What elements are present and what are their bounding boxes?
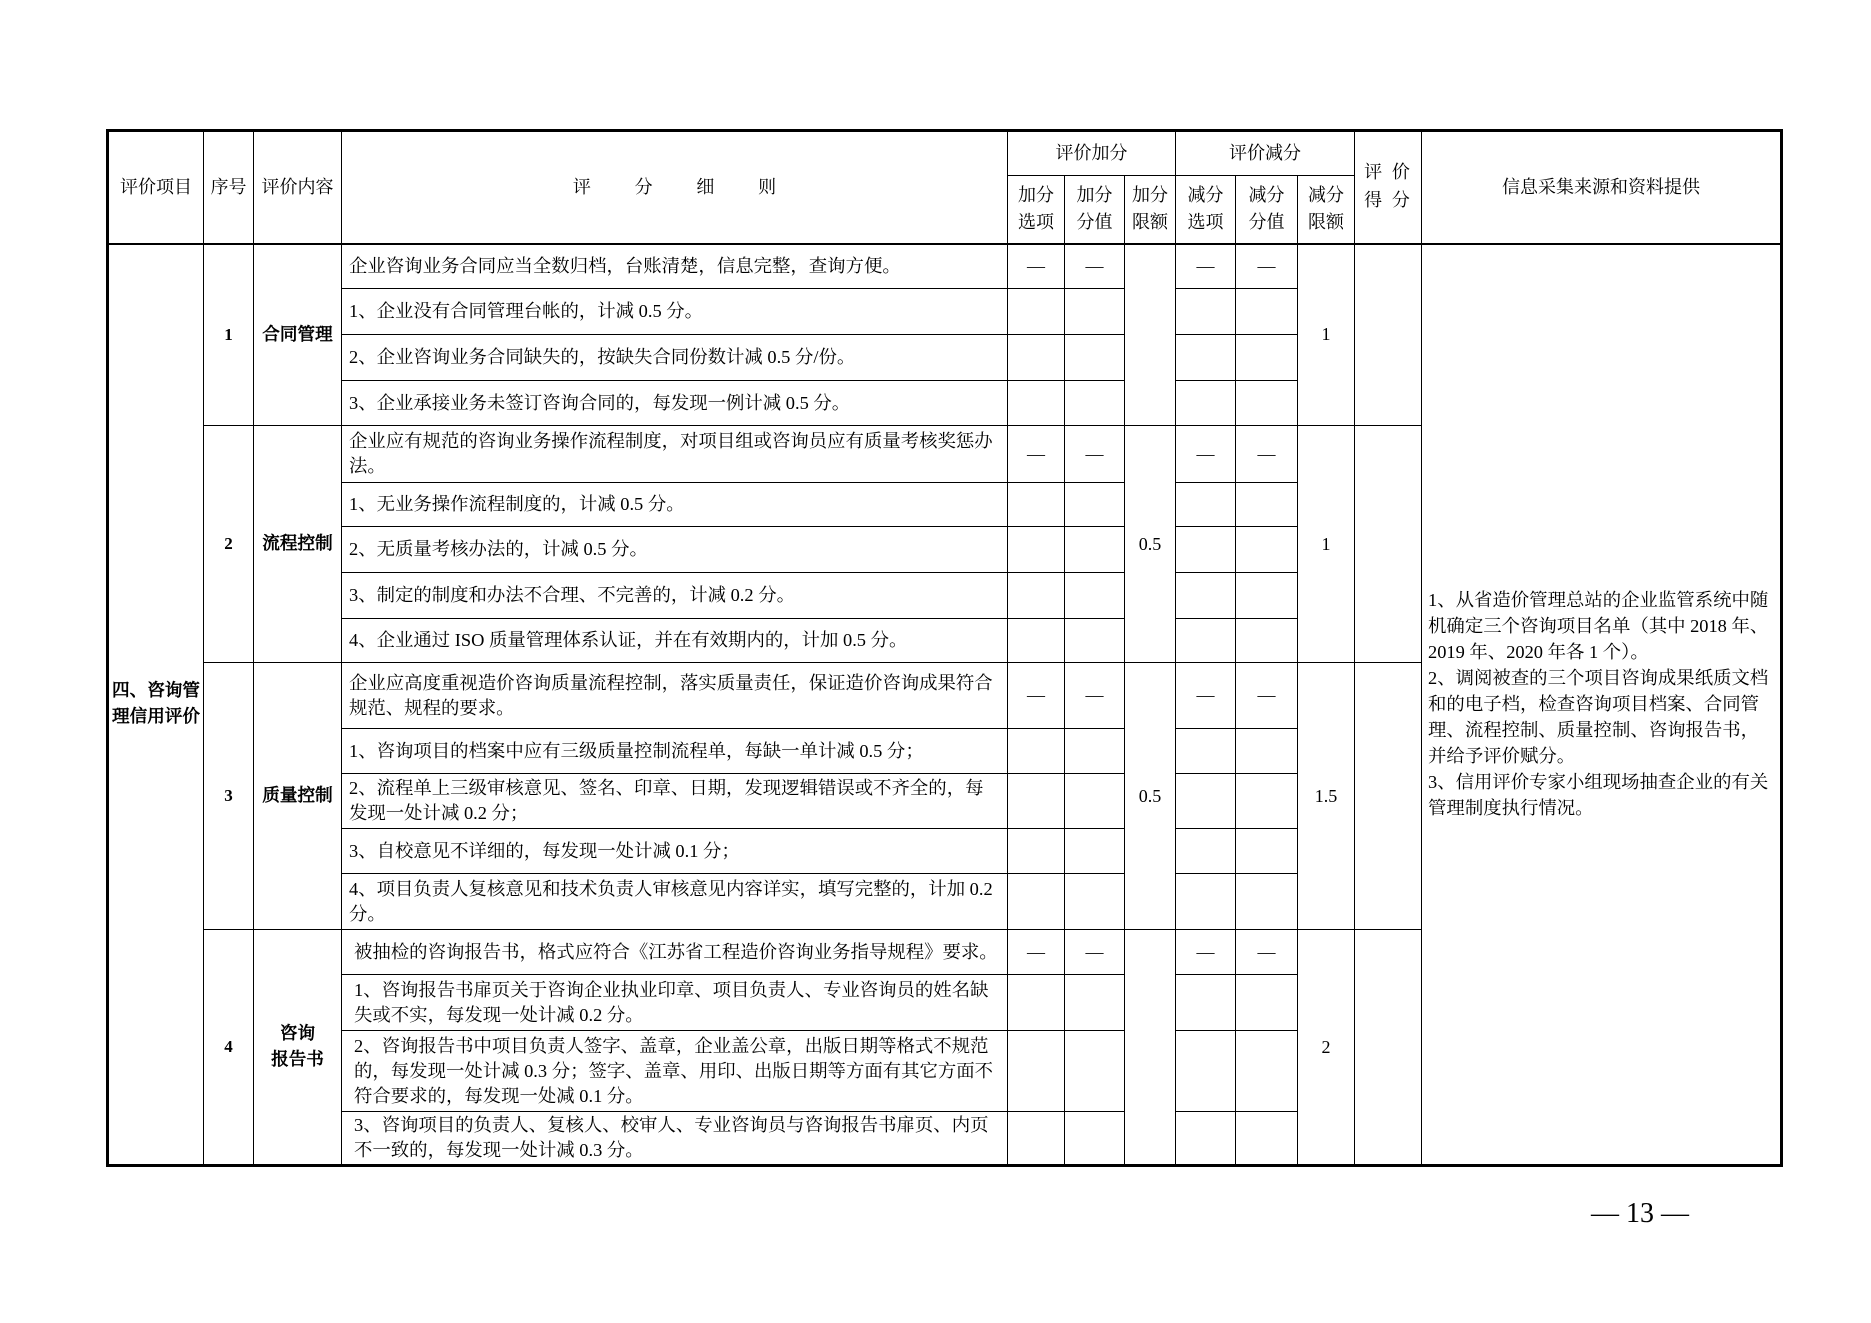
bonus-limit-cell: 0.5 <box>1125 663 1176 930</box>
rule-text: 4、企业通过 ISO 质量管理体系认证，并在有效期内的，计加 0.5 分。 <box>342 619 1008 663</box>
deduct-value-cell <box>1236 335 1298 381</box>
bonus-value-cell <box>1065 829 1125 874</box>
deduct-value-cell: — <box>1236 663 1298 729</box>
bonus-value-cell <box>1065 774 1125 829</box>
section-name: 咨询 报告书 <box>254 930 342 1166</box>
header-bonus-option-label: 加分选项 <box>1018 185 1054 234</box>
header-score-label: 评 价 得 分 <box>1364 162 1412 212</box>
evaluation-table <box>106 129 1783 1167</box>
source-notes-cell <box>1422 244 1782 1166</box>
deduct-limit-cell: 1.5 <box>1298 663 1355 930</box>
section-number: 2 <box>204 426 254 663</box>
header-content: 评价内容 <box>254 131 342 244</box>
section-number: 3 <box>204 663 254 930</box>
bonus-option-cell <box>1008 483 1065 527</box>
header-deduct-value-label: 减分分值 <box>1248 185 1285 234</box>
deduct-option-cell <box>1176 1031 1236 1112</box>
bonus-value-cell <box>1065 975 1125 1031</box>
bonus-value-cell: — <box>1065 244 1125 289</box>
deduct-option-cell: — <box>1176 426 1236 483</box>
rule-text: 企业应高度重视造价咨询质量流程控制，落实质量责任，保证造价咨询成果符合规范、规程的要求。 <box>342 663 1008 729</box>
deduct-option-cell <box>1176 527 1236 573</box>
bonus-option-cell: — <box>1008 244 1065 289</box>
deduct-value-cell <box>1236 1031 1298 1112</box>
header-deduct-option-label: 减分选项 <box>1187 185 1224 234</box>
bonus-value-cell <box>1065 381 1125 426</box>
bonus-option-cell <box>1008 527 1065 573</box>
deduct-option-cell <box>1176 289 1236 335</box>
bonus-limit-cell <box>1125 244 1176 426</box>
deduct-option-cell <box>1176 1112 1236 1166</box>
header-bonus-group: 评价加分 <box>1008 131 1176 176</box>
bonus-limit-cell: 0.5 <box>1125 426 1176 663</box>
deduct-value-cell <box>1236 619 1298 663</box>
bonus-value-cell <box>1065 1031 1125 1112</box>
deduct-value-cell <box>1236 381 1298 426</box>
rule-text: 企业咨询业务合同应当全数归档，台账清楚，信息完整，查询方便。 <box>342 244 1008 289</box>
bonus-option-cell <box>1008 381 1065 426</box>
deduct-option-cell: — <box>1176 930 1236 975</box>
deduct-value-cell <box>1236 975 1298 1031</box>
rule-text: 2、咨询报告书中项目负责人签字、盖章，企业盖公章，出版日期等格式不规范的，每发现一处计减 0.3 分；签字、盖章、用印、出版日期等方面有其它方面不符合要求的，每发现一处减 0.1 分。 <box>342 1031 1008 1112</box>
bonus-value-cell: — <box>1065 426 1125 483</box>
header-deduct-group: 评价减分 <box>1176 131 1355 176</box>
deduct-option-cell: — <box>1176 663 1236 729</box>
rule-row <box>108 244 1782 289</box>
deduct-option-cell <box>1176 729 1236 774</box>
rule-text: 3、制定的制度和办法不合理、不完善的，计减 0.2 分。 <box>342 573 1008 619</box>
deduct-value-cell <box>1236 829 1298 874</box>
deduct-value-cell <box>1236 1112 1298 1166</box>
deduct-option-cell <box>1176 975 1236 1031</box>
bonus-option-cell: — <box>1008 426 1065 483</box>
header-deduct-option <box>1176 176 1236 244</box>
bonus-option-cell <box>1008 829 1065 874</box>
deduct-option-cell <box>1176 874 1236 930</box>
deduct-value-cell <box>1236 729 1298 774</box>
bonus-option-cell <box>1008 874 1065 930</box>
bonus-value-cell <box>1065 874 1125 930</box>
page-number: — 13 — <box>1591 1198 1689 1229</box>
rule-text: 1、企业没有合同管理台帐的，计减 0.5 分。 <box>342 289 1008 335</box>
rule-text: 3、咨询项目的负责人、复核人、校审人、专业咨询员与咨询报告书扉页、内页不一致的，每发现一处计减 0.3 分。 <box>342 1112 1008 1166</box>
rule-text: 被抽检的咨询报告书，格式应符合《江苏省工程造价咨询业务指导规程》要求。 <box>342 930 1008 975</box>
deduct-option-cell: — <box>1176 244 1236 289</box>
rule-text: 2、无质量考核办法的，计减 0.5 分。 <box>342 527 1008 573</box>
deduct-limit-cell: 2 <box>1298 930 1355 1166</box>
header-item: 评价项目 <box>108 131 204 244</box>
category-cell: 四、咨询管理信用评价 <box>108 244 204 1166</box>
rule-text: 1、咨询项目的档案中应有三级质量控制流程单，每缺一单计减 0.5 分； <box>342 729 1008 774</box>
deduct-option-cell <box>1176 829 1236 874</box>
rule-text: 3、企业承接业务未签订咨询合同的，每发现一例计减 0.5 分。 <box>342 381 1008 426</box>
bonus-option-cell <box>1008 289 1065 335</box>
source-note: 3、信用评价专家小组现场抽查企业的有关管理制度执行情况。 <box>1428 772 1769 819</box>
deduct-value-cell <box>1236 483 1298 527</box>
bonus-value-cell: — <box>1065 663 1125 729</box>
bonus-option-cell <box>1008 335 1065 381</box>
section-number: 4 <box>204 930 254 1166</box>
header-row-top <box>108 131 1782 176</box>
deduct-value-cell <box>1236 874 1298 930</box>
bonus-value-cell <box>1065 289 1125 335</box>
deduct-value-cell <box>1236 289 1298 335</box>
header-score <box>1355 131 1422 244</box>
header-bonus-limit <box>1125 176 1176 244</box>
bonus-value-cell <box>1065 729 1125 774</box>
score-cell <box>1355 930 1422 1166</box>
deduct-limit-cell: 1 <box>1298 426 1355 663</box>
deduct-option-cell <box>1176 483 1236 527</box>
header-rules <box>342 131 1008 244</box>
deduct-option-cell <box>1176 335 1236 381</box>
rule-text: 企业应有规范的咨询业务操作流程制度，对项目组或咨询员应有质量考核奖惩办法。 <box>342 426 1008 483</box>
deduct-option-cell <box>1176 573 1236 619</box>
bonus-option-cell <box>1008 729 1065 774</box>
table-header <box>108 131 1782 244</box>
deduct-value-cell: — <box>1236 244 1298 289</box>
deduct-limit-cell: 1 <box>1298 244 1355 426</box>
bonus-value-cell <box>1065 619 1125 663</box>
bonus-option-cell <box>1008 619 1065 663</box>
header-deduct-limit-label: 减分限额 <box>1308 185 1345 234</box>
score-cell <box>1355 244 1422 426</box>
bonus-value-cell <box>1065 1112 1125 1166</box>
bonus-option-cell <box>1008 774 1065 829</box>
rule-text: 2、企业咨询业务合同缺失的，按缺失合同份数计减 0.5 分/份。 <box>342 335 1008 381</box>
section-number: 1 <box>204 244 254 426</box>
header-bonus-value-label: 加分分值 <box>1076 185 1113 234</box>
bonus-limit-cell <box>1125 930 1176 1166</box>
deduct-option-cell <box>1176 381 1236 426</box>
source-note: 1、从省造价管理总站的企业监管系统中随机确定三个咨询项目名单（其中 2018 年、2019 年、2020 年各 1 个）。 <box>1428 590 1769 663</box>
header-rules-label: 评 分 细 则 <box>572 176 796 198</box>
deduct-value-cell: — <box>1236 426 1298 483</box>
deduct-option-cell <box>1176 619 1236 663</box>
bonus-value-cell: — <box>1065 930 1125 975</box>
header-bonus-limit-label: 加分限额 <box>1132 185 1168 234</box>
section-name: 质量控制 <box>254 663 342 930</box>
bonus-option-cell <box>1008 1031 1065 1112</box>
table-body <box>108 244 1782 1166</box>
header-deduct-limit <box>1298 176 1355 244</box>
rule-text: 1、咨询报告书扉页关于咨询企业执业印章、项目负责人、专业咨询员的姓名缺失或不实，每发现一处计减 0.2 分。 <box>342 975 1008 1031</box>
section-name: 流程控制 <box>254 426 342 663</box>
header-deduct-value <box>1236 176 1298 244</box>
bonus-option-cell <box>1008 1112 1065 1166</box>
rule-text: 3、自校意见不详细的，每发现一处计减 0.1 分； <box>342 829 1008 874</box>
deduct-value-cell: — <box>1236 930 1298 975</box>
rule-text: 4、项目负责人复核意见和技术负责人审核意见内容详实，填写完整的，计加 0.2 分。 <box>342 874 1008 930</box>
rule-text: 2、流程单上三级审核意见、签名、印章、日期，发现逻辑错误或不齐全的，每发现一处计减 0.2 分； <box>342 774 1008 829</box>
bonus-option-cell <box>1008 975 1065 1031</box>
deduct-value-cell <box>1236 527 1298 573</box>
section-name: 合同管理 <box>254 244 342 426</box>
header-bonus-value <box>1065 176 1125 244</box>
header-bonus-option <box>1008 176 1065 244</box>
bonus-value-cell <box>1065 573 1125 619</box>
bonus-option-cell <box>1008 573 1065 619</box>
deduct-value-cell <box>1236 573 1298 619</box>
score-cell <box>1355 663 1422 930</box>
bonus-option-cell: — <box>1008 930 1065 975</box>
bonus-option-cell: — <box>1008 663 1065 729</box>
bonus-value-cell <box>1065 335 1125 381</box>
bonus-value-cell <box>1065 483 1125 527</box>
deduct-value-cell <box>1236 774 1298 829</box>
rule-text: 1、无业务操作流程制度的，计减 0.5 分。 <box>342 483 1008 527</box>
header-source: 信息采集来源和资料提供 <box>1422 131 1782 244</box>
deduct-option-cell <box>1176 774 1236 829</box>
bonus-value-cell <box>1065 527 1125 573</box>
score-cell <box>1355 426 1422 663</box>
source-note: 2、调阅被查的三个项目咨询成果纸质文档和的电子档，检查咨询项目档案、合同管理、流程控制、质量控制、咨询报告书，并给予评价赋分。 <box>1428 668 1769 767</box>
header-number: 序号 <box>204 131 254 244</box>
